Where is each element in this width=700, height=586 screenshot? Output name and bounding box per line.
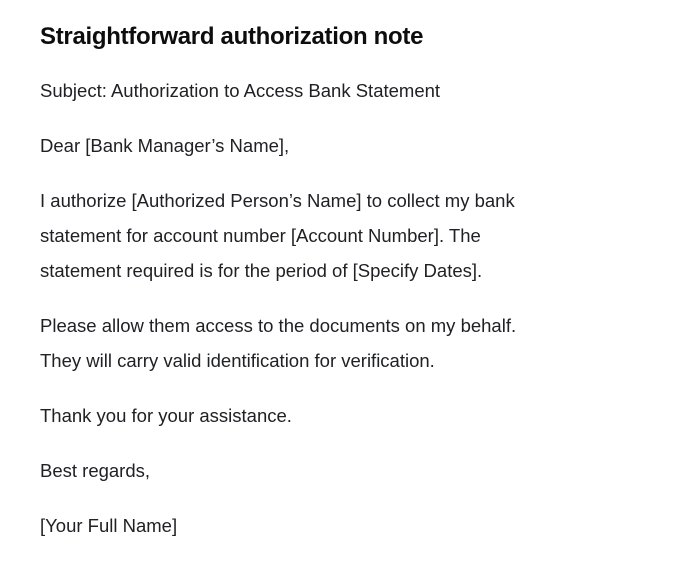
paragraph-line: Subject: Authorization to Access Bank Statement (40, 80, 441, 101)
paragraph-line: [Your Full Name] (40, 515, 178, 536)
access-request-paragraph (40, 308, 640, 378)
paragraph-line: statement for account number [Account Number]. The (40, 225, 481, 246)
paragraph-line: I authorize [Authorized Person’s Name] to collect my bank (40, 190, 515, 211)
paragraph-line: Dear [Bank Manager’s Name], (40, 135, 290, 156)
subject-line (40, 73, 640, 108)
paragraph-line: Best regards, (40, 460, 151, 481)
closing-line (40, 453, 640, 488)
paragraph-line: They will carry valid identification for verification. (40, 350, 435, 371)
page-title: Straightforward authorization note (40, 23, 424, 50)
signature-placeholder (40, 508, 640, 543)
salutation (40, 128, 640, 163)
thank-you-line (40, 398, 640, 433)
paragraph-line: Please allow them access to the documents on my behalf. (40, 315, 517, 336)
paragraph-line: Thank you for your assistance. (40, 405, 292, 426)
authorization-paragraph (40, 183, 640, 288)
paragraph-line: statement required is for the period of [Specify Dates]. (40, 260, 483, 281)
